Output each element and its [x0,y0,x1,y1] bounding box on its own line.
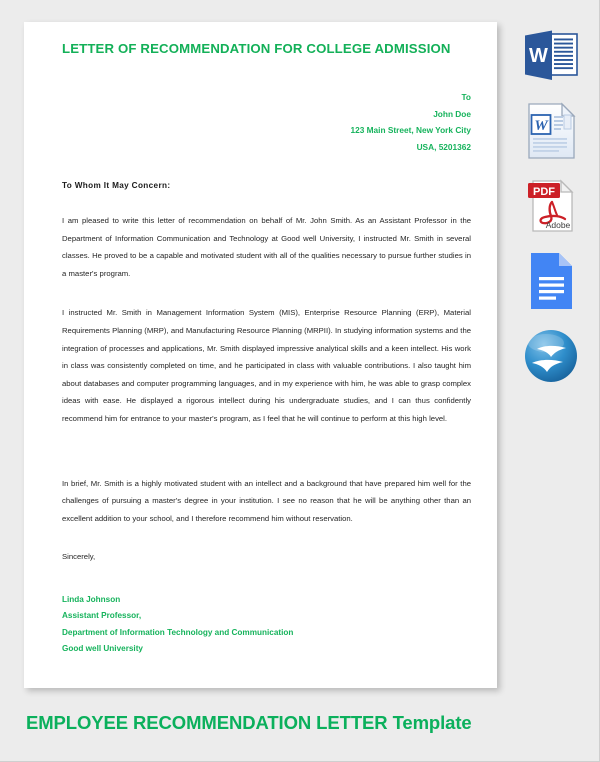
body-paragraph-1: I am pleased to write this letter of recommendation on behalf of Mr. John Smith. As an Assistant Professor in the Department of Information Communication and Technology at Good well University, I instructed Mr. Smith in several classes. He proved to be a capable and motivated student with all of the qualities necessary to pursue further studies in a master's program. [62,216,471,278]
document-title: LETTER OF RECOMMENDATION FOR COLLEGE ADMISSION [62,41,451,56]
body-paragraph-2: I instructed Mr. Smith in Management Information System (MIS), Enterprise Resource Planning (ERP), Material Requirements Planning (MRP), and Manufacturing Resource Planning (MRPII). In studying information systems and the integration of processes and applications, Mr. Smith displayed impressive analytical skills and a keen intellect. His work in class was consistently completed on time, and he participated in class with valuable contributions. I also taught him about databases and computer programming languages, and in my experience with him, he was able to grasp complex ideas with ease. He displayed a rigorous intellect during his undergraduate studies, and I can thus confidently recommend him for entrance to your master's program, as I feel that he will continue to perform at this high level. [62,308,471,423]
document-content [24,22,497,658]
letter-body [62,190,471,527]
closing-line: Sincerely, [62,552,96,562]
address-line-street: 123 Main Street, New York City [350,125,471,135]
format-icon-rail [515,18,587,393]
svg-text:PDF: PDF [532,185,555,198]
document-preview-sheet[interactable] [24,22,497,688]
salutation: To Whom It May Concern: [62,181,171,190]
body-paragraph-3: In brief, Mr. Smith is a highly motivated student with an intellect and a background that have prepared him well for the challenges of pursuing a master's degree in your institution. I see no reason that he will be anything other than an excellent addition to your school, and I therefore recommend him without reservation. [62,478,471,523]
openoffice-icon[interactable] [515,318,587,393]
google-docs-icon[interactable] [515,243,587,318]
svg-text:W: W [528,44,548,67]
address-line-name: John Doe [433,108,471,119]
ms-word-icon[interactable] [515,18,587,93]
svg-text:Adobe: Adobe [545,219,570,230]
signer-name: Linda Johnson [62,594,121,604]
pdf-adobe-icon[interactable] [515,168,587,243]
address-line-country: USA, 5201362 [416,141,471,152]
svg-text:W: W [533,117,548,134]
address-line-to: To [461,92,471,102]
signer-role: Assistant Professor, [62,611,142,621]
signature-block [62,592,473,658]
signer-organization: Good well University [62,644,143,654]
signer-department: Department of Information Technology and Communication [62,627,294,637]
recipient-address-block [40,89,473,155]
template-caption: EMPLOYEE RECOMMENDATION LETTER Template [26,712,472,733]
word-doc-file-icon[interactable] [515,93,587,168]
